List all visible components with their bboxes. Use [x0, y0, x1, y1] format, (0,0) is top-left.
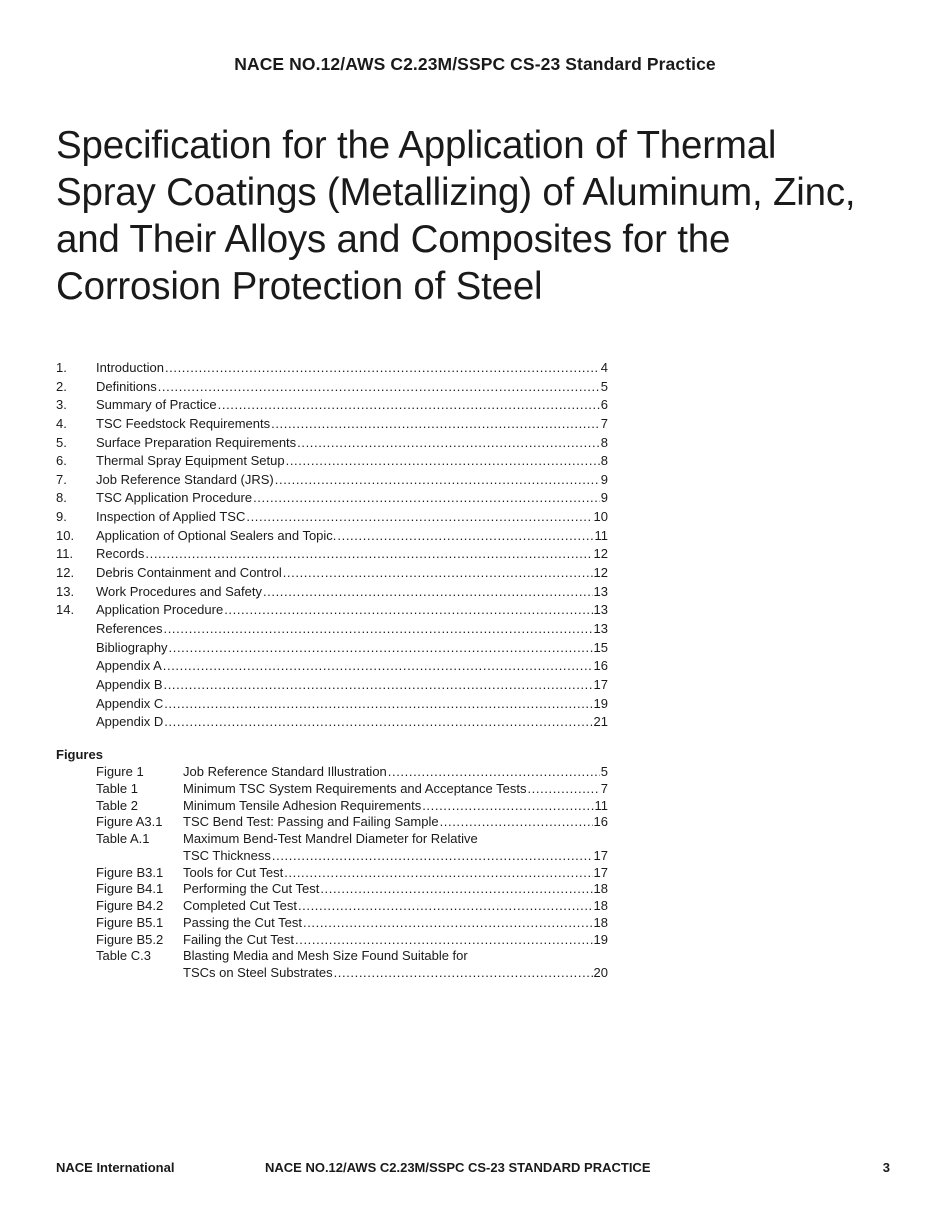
figure-entry[interactable] [56, 814, 608, 831]
toc-entry-label: Job Reference Standard (JRS) [96, 471, 274, 487]
figure-entry-page: 17 [593, 847, 608, 863]
figure-entry[interactable] [56, 781, 608, 798]
toc-entry-label: Debris Containment and Control [96, 565, 282, 581]
dot-leader [303, 915, 593, 932]
toc-entry[interactable] [56, 489, 608, 508]
toc-entry-page: 21 [593, 714, 608, 730]
toc-entry[interactable] [56, 527, 608, 546]
toc-entry[interactable] [56, 545, 608, 564]
toc-entry-page: 7 [600, 415, 608, 431]
toc-entry-page: 5 [600, 378, 608, 394]
toc-entry-label: Application of Optional Sealers and Topic. [96, 527, 337, 543]
dot-leader [169, 639, 593, 658]
toc-entry[interactable] [56, 564, 608, 583]
toc-entry-label: Work Procedures and Safety [96, 583, 262, 599]
figure-entry-page: 18 [593, 881, 608, 897]
toc-entry-page: 9 [600, 471, 608, 487]
toc-entry-number: 8. [56, 490, 67, 506]
toc-entry-label: TSC Application Procedure [96, 490, 253, 506]
toc-entry-label: Introduction [96, 360, 164, 375]
figure-entry-label: Minimum Tensile Adhesion Requirements [183, 797, 422, 813]
dot-leader [422, 798, 593, 815]
toc-entry-label: Definitions [96, 378, 157, 394]
figures-list [56, 746, 608, 982]
figure-entry-label: Job Reference Standard Illustration [183, 764, 387, 779]
dot-leader [224, 601, 592, 620]
toc-entry-page: 6 [600, 397, 608, 413]
title-line: and Their Alloys and Composites for the [56, 218, 731, 261]
toc-entry-label: Appendix B [96, 676, 163, 692]
figure-entry-label: Tools for Cut Test [183, 864, 284, 880]
figure-entry-page: 18 [593, 898, 608, 913]
toc-entry-number: 9. [56, 509, 67, 525]
figure-entry-id: Table 1 [96, 780, 138, 796]
toc-entry-number: 11. [56, 546, 74, 562]
table-of-contents [56, 359, 608, 732]
dot-leader [440, 814, 593, 831]
toc-entry-page: 15 [593, 639, 608, 655]
figure-entry-label: Performing the Cut Test [183, 881, 320, 897]
toc-entry-label: Thermal Spray Equipment Setup [96, 453, 285, 469]
dot-leader [337, 527, 593, 546]
page-footer [56, 1160, 890, 1178]
dot-leader [295, 932, 592, 949]
figure-entry[interactable] [56, 764, 608, 781]
figure-entry-label: Minimum TSC System Requirements and Acceptance Tests [183, 780, 527, 796]
dot-leader [263, 583, 593, 602]
toc-entry-page: 13 [593, 602, 608, 618]
toc-entry[interactable] [56, 601, 608, 620]
toc-entry-page: 10 [593, 509, 608, 525]
toc-entry-page: 8 [600, 453, 608, 469]
toc-entry[interactable] [56, 583, 608, 602]
toc-entry-number: 4. [56, 415, 67, 431]
figure-entry-label: Blasting Media and Mesh Size Found Suitable for [183, 948, 468, 964]
dot-leader [145, 545, 592, 564]
toc-entry-page: 13 [593, 620, 608, 636]
figure-entry[interactable] [56, 798, 608, 815]
dot-leader [271, 415, 600, 434]
toc-entry-number: 14. [56, 602, 75, 618]
figure-entry[interactable] [56, 932, 608, 949]
toc-entry-label: Summary of Practice [96, 397, 217, 413]
dot-leader [283, 564, 593, 583]
figure-entry[interactable] [56, 881, 608, 898]
toc-entry-page: 9 [600, 490, 608, 506]
toc-entry-page: 13 [593, 583, 608, 599]
toc-entry-label: Appendix D [96, 714, 164, 730]
dot-leader [158, 378, 600, 397]
toc-entry[interactable] [56, 657, 608, 676]
dot-leader [320, 881, 592, 898]
figure-entry-id: Table C.3 [96, 948, 151, 964]
toc-entry-number: 5. [56, 434, 67, 450]
figure-entry-page: 18 [593, 914, 608, 930]
figure-entry-id: Figure A3.1 [96, 814, 163, 830]
dot-leader [275, 471, 600, 490]
toc-entry-page: 16 [593, 658, 608, 674]
dot-leader [253, 489, 600, 508]
figures-heading: Figures [56, 747, 103, 762]
dot-leader [163, 620, 592, 639]
dot-leader [164, 695, 592, 714]
toc-entry-number: 12. [56, 565, 75, 581]
toc-entry-number: 10. [56, 527, 75, 543]
dot-leader [163, 657, 593, 676]
toc-entry[interactable] [56, 471, 608, 490]
toc-entry[interactable] [56, 695, 608, 714]
figure-entry-id: Figure B4.2 [96, 898, 164, 913]
figure-entry[interactable] [56, 865, 608, 882]
figure-entry-id: Table 2 [96, 797, 138, 813]
toc-entry-label: Bibliography [96, 639, 168, 655]
figure-entry-page: 17 [593, 864, 608, 880]
figure-entry-page: 5 [600, 764, 608, 779]
toc-entry-number: 6. [56, 453, 67, 469]
footer-document-id: NACE NO.12/AWS C2.23M/SSPC CS-23 STANDARD PRACTICE [265, 1160, 651, 1175]
toc-entry[interactable] [56, 508, 608, 527]
toc-entry-number: 7. [56, 471, 67, 487]
toc-entry-label: Appendix A [96, 658, 162, 674]
dot-leader [165, 359, 600, 378]
toc-entry[interactable] [56, 396, 608, 415]
toc-entry-label: Inspection of Applied TSC [96, 509, 246, 525]
figure-entry-page: 19 [593, 931, 608, 947]
document-title [56, 122, 916, 310]
figure-entry-label: TSCs on Steel Substrates [183, 965, 333, 980]
footer-publisher: NACE International [56, 1160, 175, 1175]
dot-leader [246, 508, 592, 527]
toc-entry-label: TSC Feedstock Requirements [96, 415, 271, 431]
figure-entry-id: Figure B5.2 [96, 931, 164, 947]
dot-leader [334, 965, 593, 982]
toc-entry[interactable] [56, 620, 608, 639]
toc-entry[interactable] [56, 676, 608, 695]
toc-entry[interactable] [56, 713, 608, 732]
dot-leader [284, 865, 592, 882]
toc-entry[interactable] [56, 434, 608, 453]
dot-leader [164, 713, 592, 732]
figure-entry-id: Figure B4.1 [96, 881, 164, 897]
figure-entry-page: 20 [593, 965, 608, 980]
toc-entry[interactable] [56, 415, 608, 434]
dot-leader [298, 898, 593, 915]
toc-entry-label: References [96, 620, 163, 636]
toc-entry-page: 19 [593, 695, 608, 711]
dot-leader [527, 781, 599, 798]
toc-entry-label: Records [96, 546, 145, 562]
dot-leader [297, 434, 600, 453]
toc-entry-number: 13. [56, 583, 75, 599]
toc-entry-label: Application Procedure [96, 602, 224, 618]
dot-leader [388, 764, 600, 781]
title-line: Specification for the Application of Thermal [56, 124, 777, 167]
figure-entry-label: TSC Thickness [183, 847, 271, 863]
figure-entry-label: Passing the Cut Test [183, 914, 302, 930]
toc-entry-label: Surface Preparation Requirements [96, 434, 297, 450]
title-line: Corrosion Protection of Steel [56, 265, 543, 308]
running-header: NACE NO.12/AWS C2.23M/SSPC CS-23 Standard Practice [234, 54, 716, 74]
figure-entry-id: Figure B3.1 [96, 864, 164, 880]
toc-entry-number: 2. [56, 378, 67, 394]
figure-entry-id: Figure B5.1 [96, 914, 164, 930]
figure-entry[interactable] [56, 848, 608, 865]
toc-entry-page: 12 [593, 565, 608, 581]
figure-entry[interactable] [56, 898, 608, 915]
figure-entry-id: Figure 1 [96, 764, 144, 779]
figure-entry[interactable] [56, 915, 608, 932]
toc-entry-page: 12 [593, 546, 608, 562]
figure-entry-label: Failing the Cut Test [183, 931, 295, 947]
dot-leader [164, 676, 593, 695]
toc-entry-page: 4 [600, 360, 608, 375]
toc-entry[interactable] [56, 378, 608, 397]
toc-entry-label: Appendix C [96, 695, 164, 711]
toc-entry-page: 8 [600, 434, 608, 450]
figure-entry-id: Table A.1 [96, 831, 150, 846]
figure-entry-label: Completed Cut Test [183, 898, 297, 913]
figure-entry[interactable] [56, 965, 608, 982]
toc-entry-page: 11 [594, 527, 608, 543]
figure-entry-page: 7 [600, 780, 608, 796]
toc-entry-page: 17 [593, 676, 608, 692]
figure-entry[interactable] [56, 948, 608, 965]
title-line: Spray Coatings (Metallizing) of Aluminum, Zinc, [56, 171, 856, 214]
toc-entry[interactable] [56, 452, 608, 471]
toc-entry-number: 3. [56, 397, 67, 413]
dot-leader [272, 848, 593, 865]
figure-entry-label: TSC Bend Test: Passing and Failing Sample [183, 814, 439, 830]
figure-entry-page: 11 [594, 797, 608, 813]
page-number: 3 [882, 1160, 890, 1175]
figure-entry-page: 16 [593, 814, 608, 830]
dot-leader [218, 396, 600, 415]
dot-leader [286, 452, 600, 471]
figure-entry[interactable] [56, 831, 608, 848]
figure-entry-label: Maximum Bend-Test Mandrel Diameter for Relative [183, 831, 478, 846]
toc-entry[interactable] [56, 359, 608, 378]
toc-entry-number: 1. [56, 360, 67, 375]
toc-entry[interactable] [56, 639, 608, 658]
